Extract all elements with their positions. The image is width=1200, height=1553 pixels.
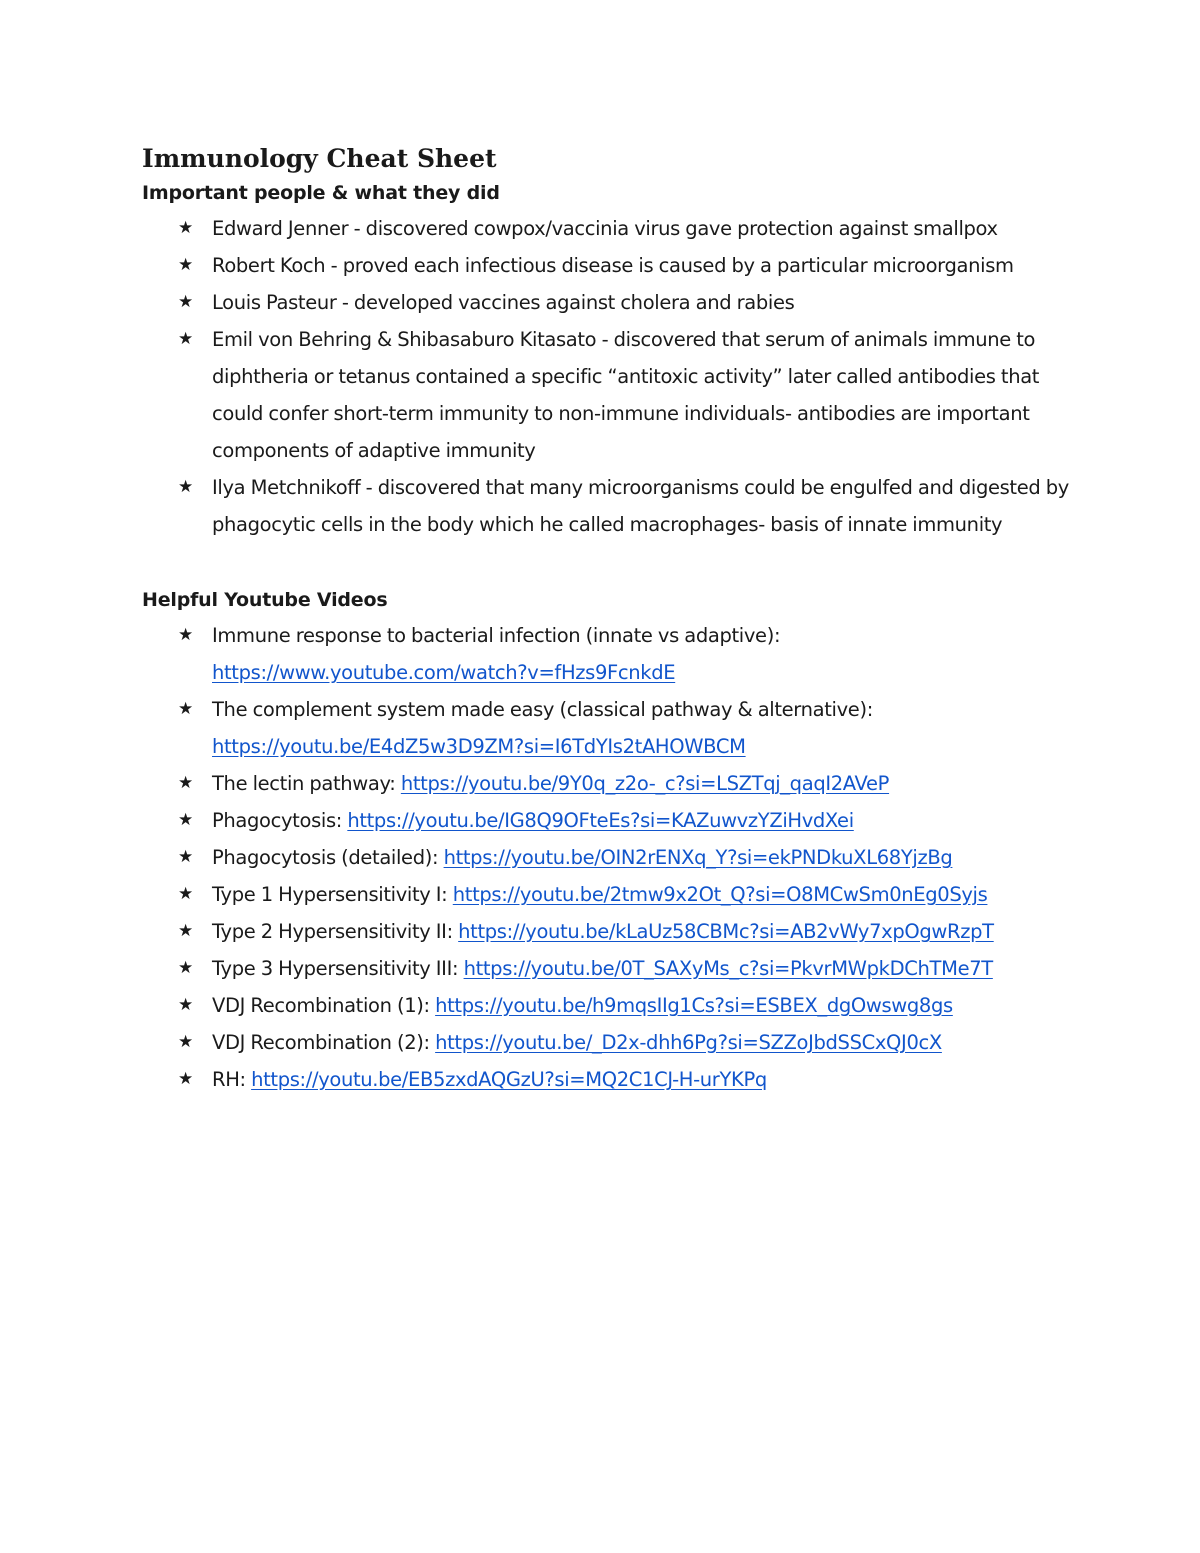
star-icon: ★: [178, 625, 193, 645]
video-label: VDJ Recombination (1):: [212, 994, 436, 1017]
star-icon: ★: [178, 477, 193, 497]
star-icon: ★: [178, 921, 193, 941]
section-spacer: [142, 543, 1072, 585]
video-link[interactable]: https://youtu.be/9Y0q_z2o-_c?si=LSZTqj_qaqI2AVeP: [400, 772, 890, 795]
video-link[interactable]: https://youtu.be/IG8Q9OFteEs?si=KAZuwvzYZiHvdXei: [347, 809, 854, 832]
people-item-text: Ilya Metchnikoff - discovered that many microorganisms could be engulfed and digested by phagocytic cells in the body which he called macrophages- basis of innate immunity: [212, 476, 1069, 536]
star-icon: ★: [178, 884, 193, 904]
video-link[interactable]: https://www.youtube.com/watch?v=fHzs9FcnkdE: [212, 661, 676, 684]
video-label: The lectin pathway:: [212, 772, 401, 795]
video-list-item: [142, 802, 1072, 839]
people-list-item: [142, 210, 1072, 247]
video-link[interactable]: https://youtu.be/E4dZ5w3D9ZM?si=I6TdYIs2tAHOWBCM: [212, 735, 746, 758]
people-list-item: [142, 284, 1072, 321]
video-link[interactable]: https://youtu.be/OIN2rENXq_Y?si=ekPNDkuXL68YjzBg: [443, 846, 953, 869]
star-icon: ★: [178, 218, 193, 238]
people-list-item: [142, 469, 1072, 543]
video-link[interactable]: https://youtu.be/kLaUz58CBMc?si=AB2vWy7xpOgwRzpT: [458, 920, 994, 943]
video-link[interactable]: https://youtu.be/EB5zxdAQGzU?si=MQ2C1CJ-H-urYKPq: [251, 1068, 767, 1091]
star-icon: ★: [178, 810, 193, 830]
document-page: [142, 140, 1072, 1098]
videos-section-heading: Helpful Youtube Videos: [142, 589, 388, 611]
star-icon: ★: [178, 1032, 193, 1052]
video-link[interactable]: https://youtu.be/_D2x-dhh6Pg?si=SZZoJbdSSCxQJ0cX: [435, 1031, 942, 1054]
video-list-item: [142, 839, 1072, 876]
video-label: Type 2 Hypersensitivity II:: [212, 920, 459, 943]
video-label: VDJ Recombination (2):: [212, 1031, 436, 1054]
video-link[interactable]: https://youtu.be/2tmw9x2Ot_Q?si=O8MCwSm0nEg0Syjs: [452, 883, 988, 906]
people-item-text: Robert Koch - proved each infectious disease is caused by a particular microorganism: [212, 254, 1014, 277]
page-title: Immunology Cheat Sheet: [142, 144, 497, 173]
video-label: The complement system made easy (classical pathway & alternative):: [212, 698, 873, 721]
videos-list: [142, 617, 1072, 1098]
video-list-item: [142, 950, 1072, 987]
star-icon: ★: [178, 995, 193, 1015]
star-icon: ★: [178, 1069, 193, 1089]
video-list-item: [142, 765, 1072, 802]
people-item-text: Louis Pasteur - developed vaccines against cholera and rabies: [212, 291, 795, 314]
star-icon: ★: [178, 699, 193, 719]
video-list-item: [142, 691, 1072, 765]
people-section-heading: Important people & what they did: [142, 182, 500, 204]
star-icon: ★: [178, 292, 193, 312]
star-icon: ★: [178, 847, 193, 867]
video-list-item: [142, 913, 1072, 950]
star-icon: ★: [178, 773, 193, 793]
video-list-item: [142, 876, 1072, 913]
video-label: Phagocytosis:: [212, 809, 348, 832]
star-icon: ★: [178, 255, 193, 275]
video-list-item: [142, 1061, 1072, 1098]
people-item-text: Emil von Behring & Shibasaburo Kitasato - discovered that serum of animals immune to diphtheria or tetanus contained a specific “antitoxic activity” later called antibodies that could confer short-term immunity to non-immune individuals- antibodies are important components of adaptive immunity: [212, 328, 1040, 462]
video-link[interactable]: https://youtu.be/h9mqsIIg1Cs?si=ESBEX_dgOwswg8gs: [435, 994, 953, 1017]
video-list-item: [142, 1024, 1072, 1061]
video-link[interactable]: https://youtu.be/0T_SAXyMs_c?si=PkvrMWpkDChTMe7T: [463, 957, 993, 980]
people-list-item: [142, 247, 1072, 284]
video-list-item: [142, 617, 1072, 691]
video-label: Type 1 Hypersensitivity I:: [212, 883, 453, 906]
star-icon: ★: [178, 958, 193, 978]
video-list-item: [142, 987, 1072, 1024]
star-icon: ★: [178, 329, 193, 349]
video-label: Type 3 Hypersensitivity III:: [212, 957, 464, 980]
people-item-text: Edward Jenner - discovered cowpox/vaccinia virus gave protection against smallpox: [212, 217, 998, 240]
video-label: Phagocytosis (detailed):: [212, 846, 444, 869]
people-list: [142, 210, 1072, 543]
video-label: Immune response to bacterial infection (innate vs adaptive):: [212, 624, 781, 647]
video-label: RH:: [212, 1068, 252, 1091]
people-list-item: [142, 321, 1072, 469]
